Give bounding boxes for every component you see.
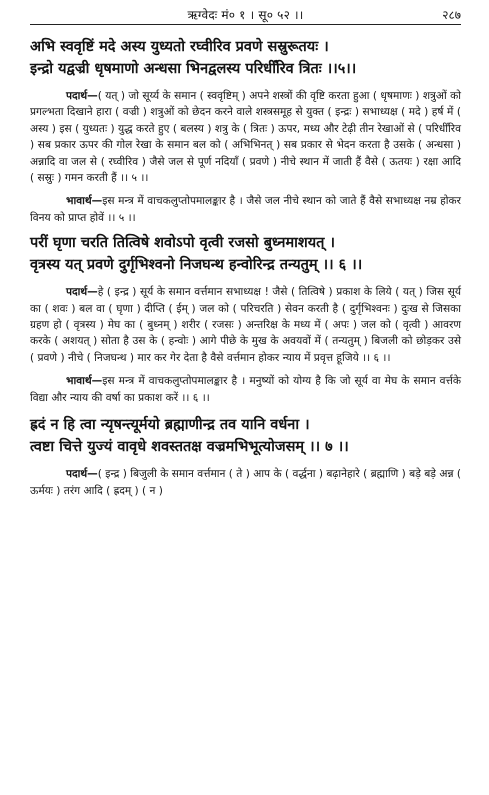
verse-5-bhavartha — [30, 193, 461, 226]
padartha-text: ( यत् ) जो सूर्य्य के समान ( स्ववृष्टिम् ) अपने शस्त्रों की वृष्टि करता हुआ ( धृषमाणः ) शत्रुओं को प्रगल्भता दिखाने हारा ( वज्री ) शत्रुओं को छेदन करने वाले शस्त्रसमूह से युक्त ( इन्द्रः ) सभाध्यक्ष ( मदे ) हर्ष में ( अस्य ) इस ( युध्यतः ) युद्ध करते हुए ( बलस्य ) शत्रु के ( त्रितः ) ऊपर, मध्य और टेढ़ी तीन रेखाओं से ( परिधीँरिव ) सब प्रकार ऊपर की गोल रेखा के समान बल को ( अभिभिनत् ) सब प्रकार से भेदन करता है उसके ( अन्धसा ) अन्नादि वा जल से ( रघ्वीरिव ) जैसे जल से पूर्ण नदियाँ ( प्रवणे ) नीचे स्थान में जाती हैं वैसे ( ऊतयः ) रक्षा आदि ( सस्रुः ) गमन करती हैं ।। ५ ।। — [30, 90, 461, 185]
padartha-label: पदार्थ— — [66, 468, 98, 481]
verse-6-line-2: वृत्रस्य यत् प्रवणे दुर्गृभिश्वनो निजघन्थ हन्वोरिन्द्र तन्यतुम् ।। ६ ।। — [30, 256, 363, 274]
padartha-text: हे ( इन्द्र ) सूर्य के समान वर्त्तमान सभाध्यक्ष ! जैसे ( तित्विषे ) प्रकाश के लिये ( यत् ) जिस सूर्य का ( शवः ) बल वा ( घृणा ) दीप्ति ( ईम् ) जल को ( परिचरति ) सेवन करती है ( दुर्गृभिश्वनः ) दुःख से जिसका ग्रहण हो ( वृत्रस्य ) मेघ का ( बुध्नम् ) शरीर ( रजसः ) अन्तरिक्ष के मध्य में ( अपः ) जल को ( वृत्वी ) आवरण करके ( अशयत् ) सोता है उस के ( हन्वोः ) आगे पीछे के मुख के अवयवों में ( तन्यतुम् ) बिजली को छोड़कर उसे ( प्रवणे ) नीचे ( निजघन्थ ) मार कर गेर देता है वैसे वर्त्तमान होकर न्याय में प्रवृत्त हूजिये ।। ६ ।। — [30, 286, 461, 364]
header-rule — [30, 24, 461, 25]
bhavartha-text: इस मन्त्र में वाचकलुप्तोपमालङ्कार है । जैसे जल नीचे स्थान को जाते हैं वैसे सभाध्यक्ष नम्र होकर विनय को प्राप्त होवें ।। ५ ।। — [30, 195, 461, 224]
verse-6-line-1: परीं घृणा चरति तित्विषे शवोऽपो वृत्वी रजसो बुध्नमाशयत् । — [30, 234, 335, 252]
padartha-text: ( इन्द्र ) बिजुली के समान वर्त्तमान ( ते ) आप के ( वर्द्धना ) बढ़ानेहारे ( ब्रह्माणि ) बड़े बड़े अन्न ( ऊर्मयः ) तरंग आदि ( ह्रदम् ) ( न ) — [30, 468, 461, 497]
page-number: २८७ — [442, 8, 461, 22]
running-head: ऋग्वेदः मं० १ । सू० ५२ ।। — [187, 8, 304, 22]
bhavartha-text: इस मन्त्र में वाचकलुप्तोपमालङ्कार है । मनुष्यों को योग्य है कि जो सूर्य वा मेघ के समान वर्त्तके विद्या और न्याय की वर्षा का प्रकाश करें ।। ६ ।। — [30, 375, 461, 404]
verse-6-padartha — [30, 284, 461, 366]
padartha-label: पदार्थ— — [66, 90, 98, 102]
verse-5-padartha — [30, 88, 461, 186]
padartha-label: पदार्थ— — [66, 286, 98, 299]
page-header — [30, 0, 461, 26]
verse-5-line-2: इन्द्रो यद्वज्री धृषमाणो अन्धसा भिनद्वलस्य परिधीँरिव त्रितः ।।५।। — [30, 60, 357, 77]
verse-7-line-1: ह्रदं न हि त्वा न्यृषन्त्यूर्मयो ब्रह्माणीन्द्र तव यानि वर्धना । — [30, 416, 310, 434]
verse-7-line-2: त्वष्टा चित्ते युज्यं वावृधे शवस्ततक्ष वज्रमभिभूत्योजसम् ।। ७ ।। — [30, 438, 349, 456]
verse-7-padartha — [30, 466, 461, 499]
bhavartha-label: भावार्थ— — [66, 195, 103, 208]
verse-6-bhavartha — [30, 373, 461, 406]
verse-5-line-1: अभि स्ववृष्टिं मदे अस्य युध्यतो रघ्वीरिव प्रवणे सस्रुरूतयः । — [30, 38, 329, 55]
bhavartha-label: भावार्थ— — [66, 375, 103, 388]
